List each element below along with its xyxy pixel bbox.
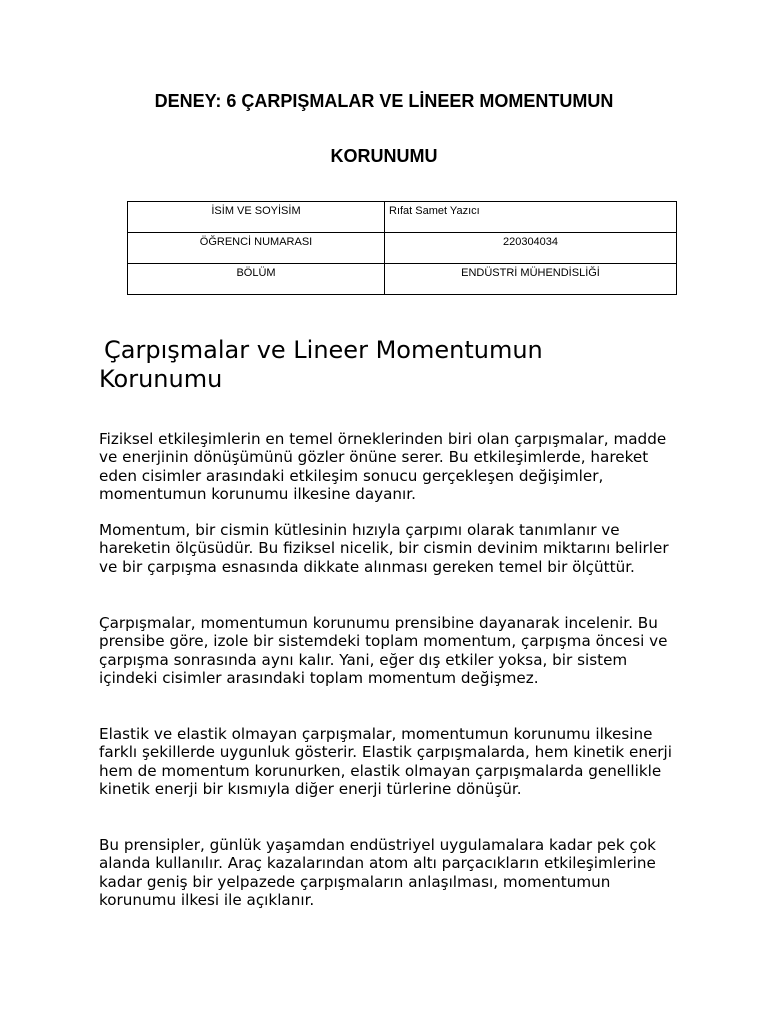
section-heading-line-1: Çarpışmalar ve Lineer Momentumun [104,336,543,364]
paragraph-3: Çarpışmalar, momentumun korunumu prensibine dayanarak incelenir. Bu prensibe göre, izole bir sistemdeki toplam momentum, çarpışma öncesi ve çarpışma sonrasında aynı kalır. Yani, eğer dış etkiler yoksa, bir sistem içindeki cisimler arasındaki toplam momentum değişmez. [99,614,668,687]
student-number-label: ÖĞRENCİ NUMARASI [128,233,385,264]
table-row [128,264,677,295]
document-title-line-1: DENEY: 6 ÇARPIŞMALAR VE LİNEER MOMENTUMUN [154,91,614,111]
department-label: BÖLÜM [128,264,385,295]
student-number-value: 220304034 [385,233,677,264]
student-info-table [127,201,677,295]
department-value: ENDÜSTRİ MÜHENDİSLİĞİ [385,264,677,295]
name-value: Rıfat Samet Yazıcı [385,202,677,233]
table-row [128,233,677,264]
section-heading [99,336,704,394]
document-title-line-2: KORUNUMU [330,146,438,166]
table-row [128,202,677,233]
paragraph-4: Elastik ve elastik olmayan çarpışmalar, momentumun korunumu ilkesine farklı şekillerde uygunluk gösterir. Elastik çarpışmalarda, hem kinetik enerji hem de momentum korunurken, elastik olmayan çarpışmalarda genellikle kinetik enerji bir kısmıyla diğer enerji türlerine dönüşür. [99,725,672,798]
section-heading-line-2: Korunumu [99,365,223,393]
paragraph-1: Fiziksel etkileşimlerin en temel örneklerinden biri olan çarpışmalar, madde ve enerjinin dönüşümünü gözler önüne serer. Bu etkileşimlerde, hareket eden cisimler arasındaki etkileşim sonucu gerçekleşen değişimler, momentumun korunumu ilkesine dayanır. [99,430,667,503]
paragraph-5: Bu prensipler, günlük yaşamdan endüstriyel uygulamalara kadar pek çok alanda kullanılır. Araç kazalarından atom altı parçacıkların etkileşimlerine kadar geniş bir yelpazede çarpışmaların anlaşılması, momentumun korunumu ilkesi ile açıklanır. [99,836,656,909]
name-label: İSİM VE SOYİSİM [128,202,385,233]
paragraph-2: Momentum, bir cismin kütlesinin hızıyla çarpımı olarak tanımlanır ve hareketin ölçüsüdür. Bu fiziksel nicelik, bir cismin devinim miktarını belirler ve bir çarpışma esnasında dikkate alınması gereken temel bir ölçüttür. [99,521,669,576]
